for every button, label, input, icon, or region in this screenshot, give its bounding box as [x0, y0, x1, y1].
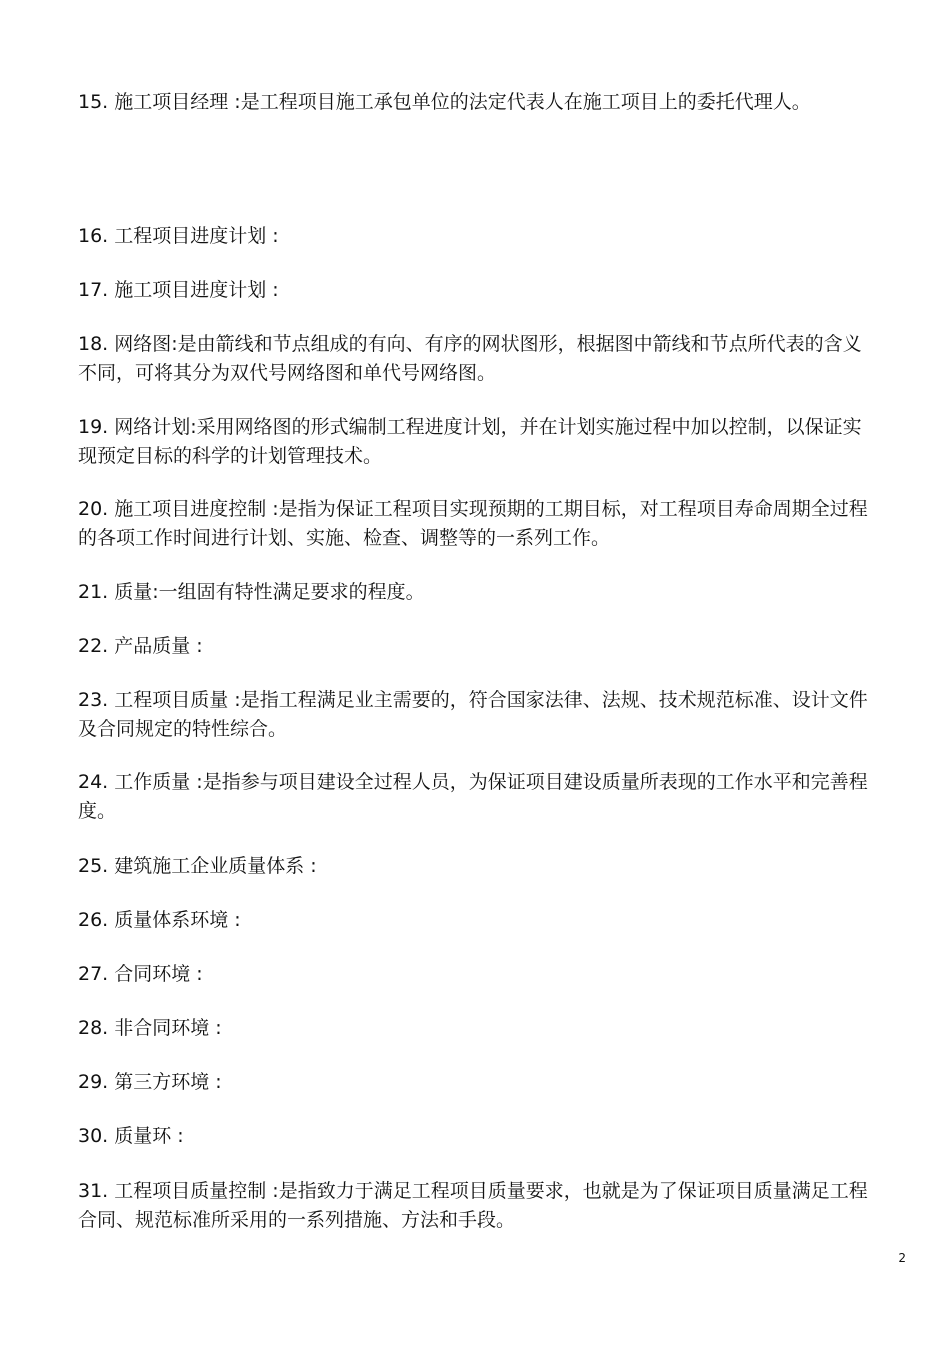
definition-17: 17. 施工项目进度计划 : — [78, 279, 279, 301]
definition-16: 16. 工程项目进度计划 : — [78, 225, 279, 247]
definition-28: 28. 非合同环境 : — [78, 1017, 222, 1039]
definition-26: 26. 质量体系环境 : — [78, 909, 241, 931]
definition-15: 15. 施工项目经理 :是工程项目施工承包单位的法定代表人在施工项目上的委托代理人。 — [78, 91, 811, 113]
definition-21: 21. 质量:一组固有特性满足要求的程度。 — [78, 581, 425, 603]
definition-24: 24. 工作质量 :是指参与项目建设全过程人员，为保证项目建设质量所表现的工作水平和完善程度。 — [78, 771, 868, 822]
definition-20: 20. 施工项目进度控制 :是指为保证工程项目实现预期的工期目标，对工程项目寿命周期全过程的各项工作时间进行计划、实施、检查、调整等的一系列工作。 — [78, 498, 868, 549]
definition-31: 31. 工程项目质量控制 :是指致力于满足工程项目质量要求，也就是为了保证项目质量满足工程合同、规范标准所采用的一系列措施、方法和手段。 — [78, 1180, 868, 1231]
definition-27: 27. 合同环境 : — [78, 963, 203, 985]
definition-22: 22. 产品质量 : — [78, 635, 203, 657]
definition-19: 19. 网络计划:采用网络图的形式编制工程进度计划，并在计划实施过程中加以控制，以保证实现预定目标的科学的计划管理技术。 — [78, 416, 862, 467]
definition-23: 23. 工程项目质量 :是指工程满足业主需要的，符合国家法律、法规、技术规范标准、设计文件及合同规定的特性综合。 — [78, 689, 868, 740]
definition-30: 30. 质量环 : — [78, 1125, 184, 1147]
page-number: 2 — [898, 1251, 906, 1265]
definition-25: 25. 建筑施工企业质量体系 : — [78, 855, 317, 877]
definition-18: 18. 网络图:是由箭线和节点组成的有向、有序的网状图形，根据图中箭线和节点所代表的含义不同，可将其分为双代号网络图和单代号网络图。 — [78, 333, 862, 384]
definition-29: 29. 第三方环境 : — [78, 1071, 222, 1093]
